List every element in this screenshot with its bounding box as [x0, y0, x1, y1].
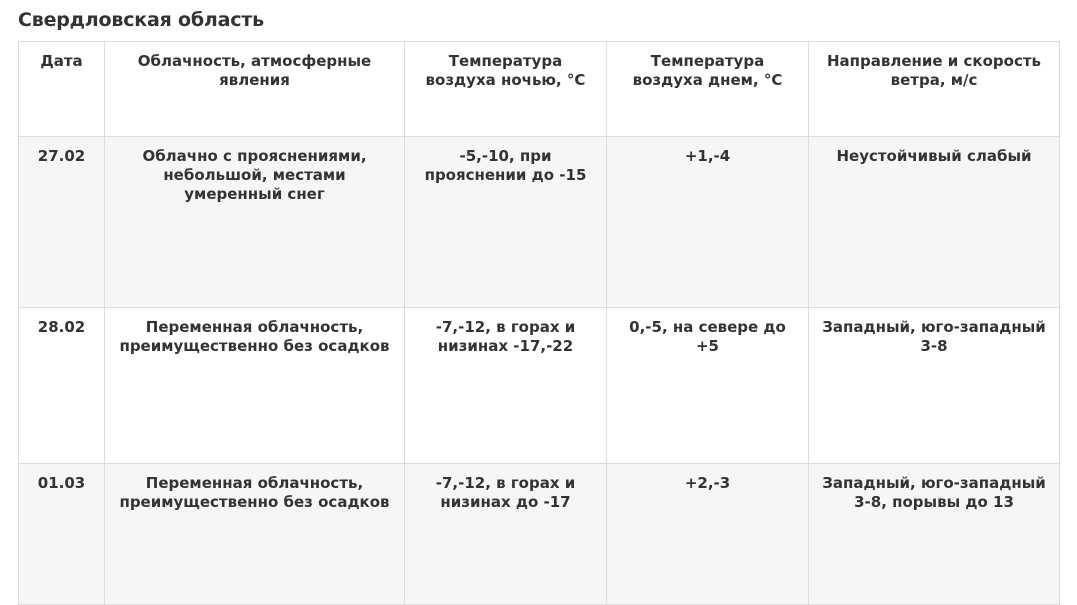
- table-header-row: [19, 42, 1060, 137]
- forecast-table: [18, 41, 1060, 605]
- table-row: [19, 464, 1060, 605]
- cell-day-temperature: +1,-4: [607, 137, 809, 308]
- cell-night-temperature: -7,-12, в горах и низинах до -17: [405, 464, 607, 605]
- page-title: Свердловская область: [18, 9, 264, 31]
- header-clouds: Облачность, атмосферные явления: [105, 42, 405, 137]
- cell-night-temperature: -7,-12, в горах и низинах -17,-22: [405, 308, 607, 464]
- table-row: [19, 308, 1060, 464]
- cell-night-temperature: -5,-10, при прояснении до -15: [405, 137, 607, 308]
- cell-day-temperature: +2,-3: [607, 464, 809, 605]
- header-date: Дата: [19, 42, 105, 137]
- cell-date: 28.02: [19, 308, 105, 464]
- cell-wind: Западный, юго-западный 3-8: [809, 308, 1060, 464]
- header-day-temperature: Температура воздуха днем, °C: [607, 42, 809, 137]
- cell-date: 01.03: [19, 464, 105, 605]
- cell-clouds: Переменная облачность, преимущественно без осадков: [105, 308, 405, 464]
- cell-clouds: Облачно с прояснениями, небольшой, местами умеренный снег: [105, 137, 405, 308]
- table-row: [19, 137, 1060, 308]
- cell-wind: Западный, юго-западный 3-8, порывы до 13: [809, 464, 1060, 605]
- header-night-temperature: Температура воздуха ночью, °C: [405, 42, 607, 137]
- cell-date: 27.02: [19, 137, 105, 308]
- cell-day-temperature: 0,-5, на севере до +5: [607, 308, 809, 464]
- header-wind: Направление и скорость ветра, м/с: [809, 42, 1060, 137]
- cell-clouds: Переменная облачность, преимущественно без осадков: [105, 464, 405, 605]
- cell-wind: Неустойчивый слабый: [809, 137, 1060, 308]
